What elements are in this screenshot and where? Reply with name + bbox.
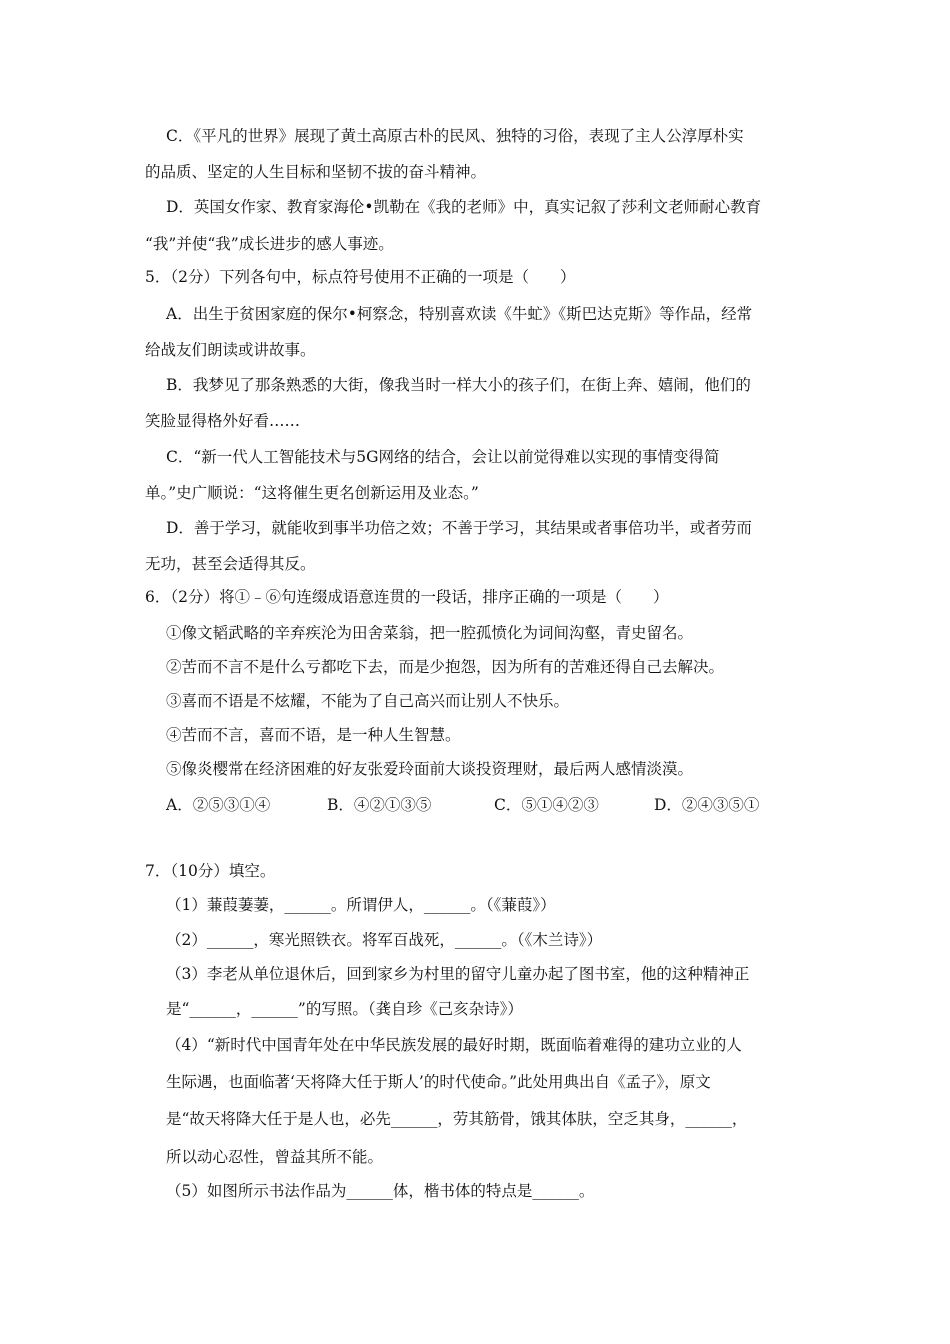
q6-sentence-5: ⑤像炎樱常在经济困难的好友张爱玲面前大谈投资理财，最后两人感情淡漠。 bbox=[166, 760, 694, 778]
q5-stem: 5．（2分）下列各句中，标点符号使用不正确的一项是（ ） bbox=[145, 268, 576, 286]
q6-sentence-3: ③喜而不语是不炫耀，不能为了自己高兴而让别人不快乐。 bbox=[166, 692, 570, 710]
q6-option-a: A．②⑤③①④ bbox=[166, 796, 271, 814]
q5-option-a-line1: A．出生于贫困家庭的保尔•柯察念，特别喜欢读《牛虻》《斯巴达克斯》等作品，经常 bbox=[166, 305, 753, 323]
q7-part-1: （1）蒹葭萋萋，______。所谓伊人，______。（《蒹葭》） bbox=[166, 896, 556, 914]
q7-part-3-line2: 是“______，______”的写照。（龚自珍《己亥杂诗》） bbox=[166, 1000, 523, 1018]
q5-option-d-line2: 无功，甚至会适得其反。 bbox=[145, 555, 316, 573]
q5-option-b-line1: B．我梦见了那条熟悉的大街，像我当时一样大小的孩子们，在街上奔、嬉闹，他们的 bbox=[166, 376, 751, 394]
q7-part-4-line1: （4）“新时代中国青年处在中华民族发展的最好时期，既面临着难得的建功立业的人 bbox=[166, 1036, 742, 1054]
q4-option-c-line2: 的品质、坚定的人生目标和坚韧不拔的奋斗精神。 bbox=[145, 163, 487, 181]
q4-option-c-line1: C．《平凡的世界》展现了黄土高原古朴的民风、独特的习俗，表现了主人公淳厚朴实 bbox=[166, 127, 744, 145]
q5-option-b-line2: 笑脸显得格外好看…… bbox=[145, 412, 301, 430]
q6-stem: 6．（2分）将①﹣⑥句连缀成语意连贯的一段话，排序正确的一项是（ ） bbox=[145, 588, 669, 606]
q7-part-4-line3: 是“故天将降大任于是人也，必先______，劳其筋骨，饿其体肤，空乏其身，______， bbox=[166, 1110, 748, 1128]
q5-option-d-line1: D．善于学习，就能收到事半功倍之效；不善于学习，其结果或者事倍功半，或者劳而 bbox=[166, 519, 752, 537]
q6-sentence-1: ①像文韬武略的辛弃疾沦为田舍菜翁，把一腔孤愤化为词间沟壑，青史留名。 bbox=[166, 624, 694, 642]
q6-sentence-4: ④苦而不言，喜而不语，是一种人生智慧。 bbox=[166, 726, 461, 744]
q7-stem: 7．（10分）填空。 bbox=[145, 862, 276, 880]
q5-option-a-line2: 给战友们朗读或讲故事。 bbox=[145, 341, 316, 359]
q7-part-4-line4: 所以动心忍性，曾益其所不能。 bbox=[166, 1148, 384, 1166]
q5-option-c-line2: 单。”史广顺说：“这将催生更名创新运用及业态。” bbox=[145, 484, 479, 502]
q6-option-d: D．②④③⑤① bbox=[654, 796, 760, 814]
q5-option-c-line1: C．“新一代人工智能技术与5G网络的结合，会让以前觉得难以实现的事情变得简 bbox=[166, 448, 720, 466]
q7-part-3-line1: （3）李老从单位退休后，回到家乡为村里的留守儿童办起了图书室，他的这种精神正 bbox=[166, 965, 750, 983]
q4-option-d-line1: D．英国女作家、教育家海伦•凯勒在《我的老师》中，真实记叙了莎利文老师耐心教育 bbox=[166, 198, 762, 216]
q6-sentence-2: ②苦而不言不是什么亏都吃下去，而是少抱怨，因为所有的苦难还得自己去解决。 bbox=[166, 658, 725, 676]
q7-part-5: （5）如图所示书法作品为______体，楷书体的特点是______。 bbox=[166, 1182, 595, 1200]
q7-part-4-line2: 生际遇，也面临著‘天将降大任于斯人’的时代使命。”此处用典出自《孟子》，原文 bbox=[166, 1073, 711, 1091]
q4-option-d-line2: “我”并使“我”成长进步的感人事迹。 bbox=[145, 235, 394, 253]
q6-option-b: B．④②①③⑤ bbox=[327, 796, 432, 814]
q6-option-c: C．⑤①④②③ bbox=[494, 796, 599, 814]
q7-part-2: （2）______，寒光照铁衣。将军百战死，______。（《木兰诗》） bbox=[166, 931, 603, 949]
